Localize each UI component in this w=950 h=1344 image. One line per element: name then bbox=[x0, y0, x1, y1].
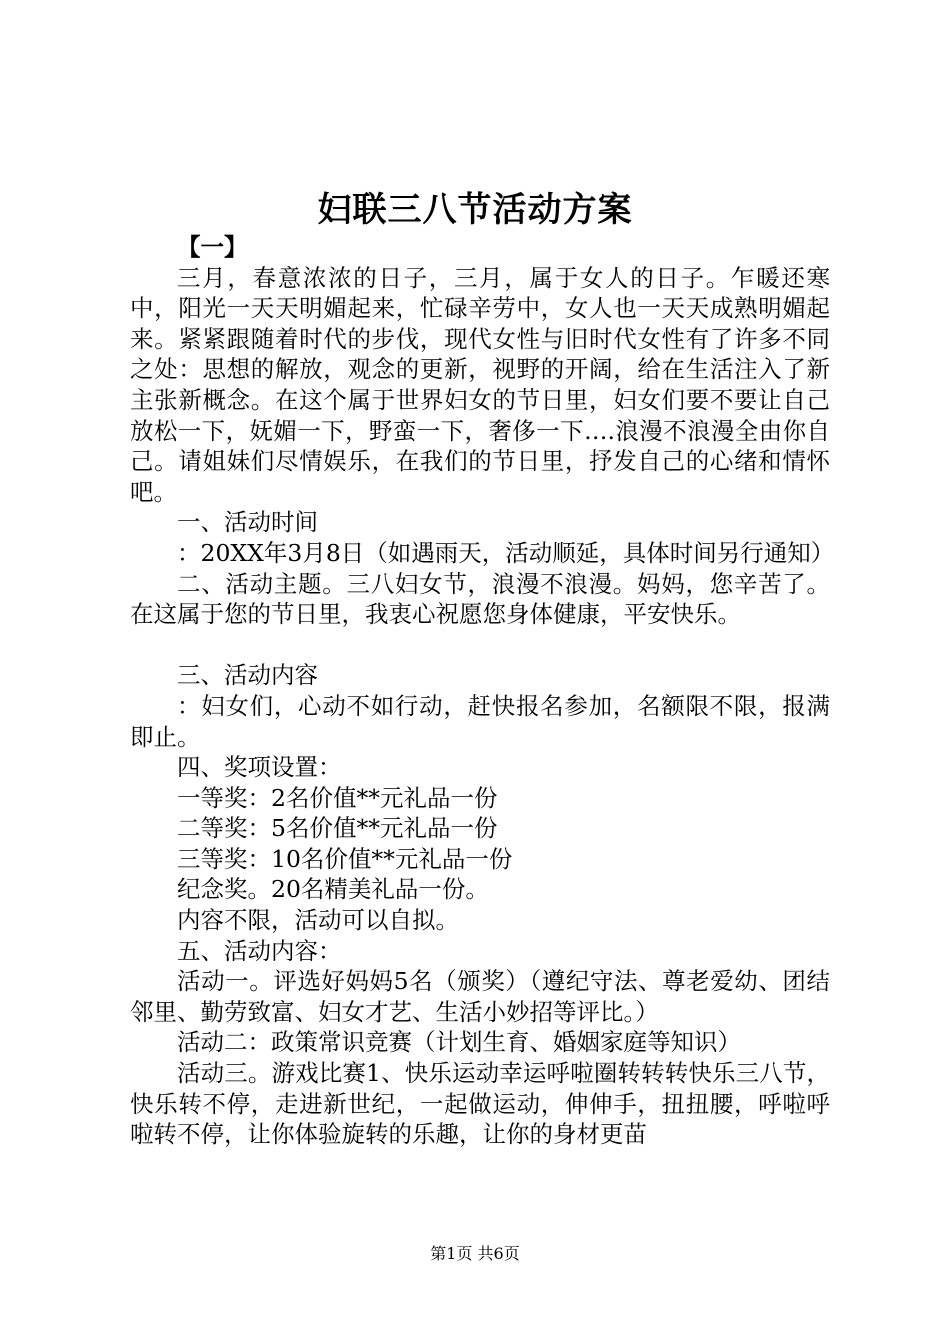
award-commemorative: 纪念奖。20名精美礼品一份。 bbox=[177, 875, 489, 904]
section-marker: 【一】 bbox=[177, 233, 248, 261]
page-footer: 第1页 共6页 bbox=[430, 1244, 520, 1263]
award-first: 一等奖：2名价值**元礼品一份 bbox=[177, 783, 498, 812]
heading-awards: 四、奖项设置： bbox=[177, 753, 342, 782]
activity-two: 活动二：政策常识竞赛（计划生育、婚姻家庭等知识） bbox=[177, 1028, 741, 1057]
intro-paragraph: 三月，春意浓浓的日子，三月，属于女人的日子。乍暖还寒中，阳光一天天明媚起来，忙碌辛劳中，女人也一天天成熟明媚起来。紧紧跟随着时代的步伐，现代女性与旧时代女性有了许多不同之处：思想的解放，观念的更新，视野的开阔，给在生活注入了新主张新概念。在这个属于世界妇女的节日里，妇女们要不要让自己放松一下，妩媚一下，野蛮一下，奢侈一下….浪漫不浪漫全由你自己。请姐妹们尽情娱乐，在我们的节日里，抒发自己的心绪和情怀吧。 bbox=[130, 263, 830, 506]
heading-activity-content: 三、活动内容 bbox=[177, 661, 318, 690]
activity-content-text: ：妇女们，心动不如行动，赶快报名参加，名额限不限，报满即止。 bbox=[130, 691, 830, 751]
content-note: 内容不限，活动可以自拟。 bbox=[177, 906, 459, 935]
document-title: 妇联三八节活动方案 bbox=[317, 190, 633, 230]
activity-theme-text: 二、活动主题。三八妇女节，浪漫不浪漫。妈妈，您辛苦了。在这属于您的节日里，我衷心祝愿您身体健康，平安快乐。 bbox=[130, 569, 830, 629]
award-second: 二等奖：5名价值**元礼品一份 bbox=[177, 814, 498, 843]
heading-activity-time: 一、活动时间 bbox=[177, 508, 318, 537]
activity-one: 活动一。评选好妈妈5名（颁奖）（遵纪守法、尊老爱幼、团结邻里、勤劳致富、妇女才艺、生活小妙招等评比。） bbox=[130, 967, 830, 1026]
award-third: 三等奖：10名价值**元礼品一份 bbox=[177, 844, 513, 873]
document-body bbox=[130, 232, 835, 1150]
activity-time-text: ：20XX年3月8日（如遇雨天，活动顺延，具体时间另行通知） bbox=[177, 538, 835, 567]
activity-three: 活动三。游戏比赛1、快乐运动幸运呼啦圈转转转快乐三八节，快乐转不停，走进新世纪，一起做运动，伸伸手，扭扭腰，呼啦呼啦转不停，让你体验旋转的乐趣，让你的身材更苗 bbox=[130, 1059, 830, 1149]
heading-activities: 五、活动内容： bbox=[177, 936, 342, 965]
